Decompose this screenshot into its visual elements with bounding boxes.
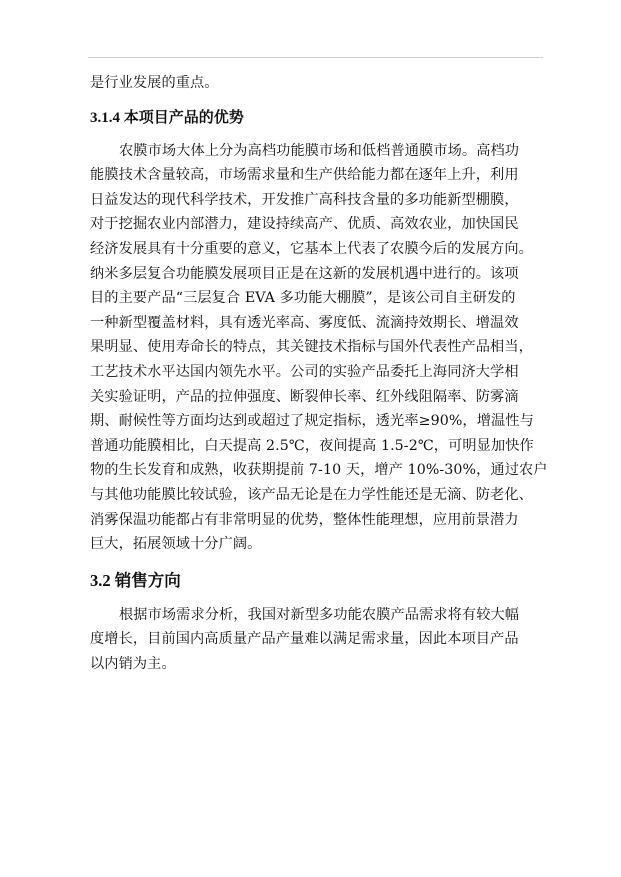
paragraph-line: 消雾保温功能都占有非常明显的优势，整体性能理想，应用前景潜力 <box>90 511 519 528</box>
paragraph-line: 对于挖掘农业内部潜力，建设持续高产、优质、高效农业，加快国民 <box>90 216 519 233</box>
header-rule <box>88 57 543 58</box>
page-body <box>90 71 546 676</box>
paragraph-line: 工艺技术水平达国内领先水平。公司的实验产品委托上海同济大学相 <box>90 363 519 380</box>
paragraph-line: 目的主要产品“三层复合 EVA 多功能大棚膜”，是该公司自主研发的 <box>90 290 516 307</box>
lead-line: 是行业发展的重点。 <box>90 75 219 91</box>
section-heading-3-1-4: 3.1.4 本项目产品的优势 <box>90 109 244 126</box>
paragraph-line: 日益发达的现代科学技术，开发推广高科技含量的多功能新型棚膜， <box>90 191 519 208</box>
paragraph-line: 一种新型覆盖材料，具有透光率高、雾度低、流滴持效期长、增温效 <box>90 314 519 331</box>
paragraph-line: 以内销为主。 <box>90 655 176 672</box>
paragraph-line: 巨大，拓展领域十分广阔。 <box>90 536 262 553</box>
paragraph-line: 物的生长发育和成熟，收获期提前 7-10 天，增产 10%-30%，通过农户 <box>90 462 548 479</box>
section-3-1-4-paragraph <box>90 139 546 557</box>
paragraph-line: 期、耐候性等方面均达到或超过了规定指标，透光率≥90%，增温性与 <box>90 413 534 430</box>
paragraph-line: 经济发展具有十分重要的意义，它基本上代表了农膜今后的发展方向。 <box>90 240 533 257</box>
paragraph-line: 果明显、使用寿命长的特点，其关键技术指标与国外代表性产品相当， <box>90 339 533 356</box>
paragraph-line: 与其他功能膜比较试验，该产品无论是在力学性能还是无滴、防老化、 <box>90 486 533 503</box>
paragraph-line: 根据市场需求分析，我国对新型多功能农膜产品需求将有较大幅 <box>119 606 520 623</box>
section-3-2-paragraph <box>90 603 546 677</box>
paragraph-line: 农膜市场大体上分为高档功能膜市场和低档普通膜市场。高档功 <box>119 142 520 159</box>
paragraph-line: 关实验证明，产品的拉伸强度、断裂伸长率、红外线阻隔率、防雾滴 <box>90 388 519 405</box>
paragraph-line: 普通功能膜相比，白天提高 2.5℃，夜间提高 1.5-2℃，可明显加快作 <box>90 437 534 454</box>
section-heading-3-2: 3.2 销售方向 <box>90 570 181 590</box>
paragraph-line: 纳米多层复合功能膜发展项目正是在这新的发展机遇中进行的。该项 <box>90 265 519 282</box>
paragraph-line: 能膜技术含量较高，市场需求量和生产供给能力都在逐年上升，利用 <box>90 167 519 184</box>
paragraph-line: 度增长，目前国内高质量产品产量难以满足需求量，因此本项目产品 <box>90 631 519 648</box>
